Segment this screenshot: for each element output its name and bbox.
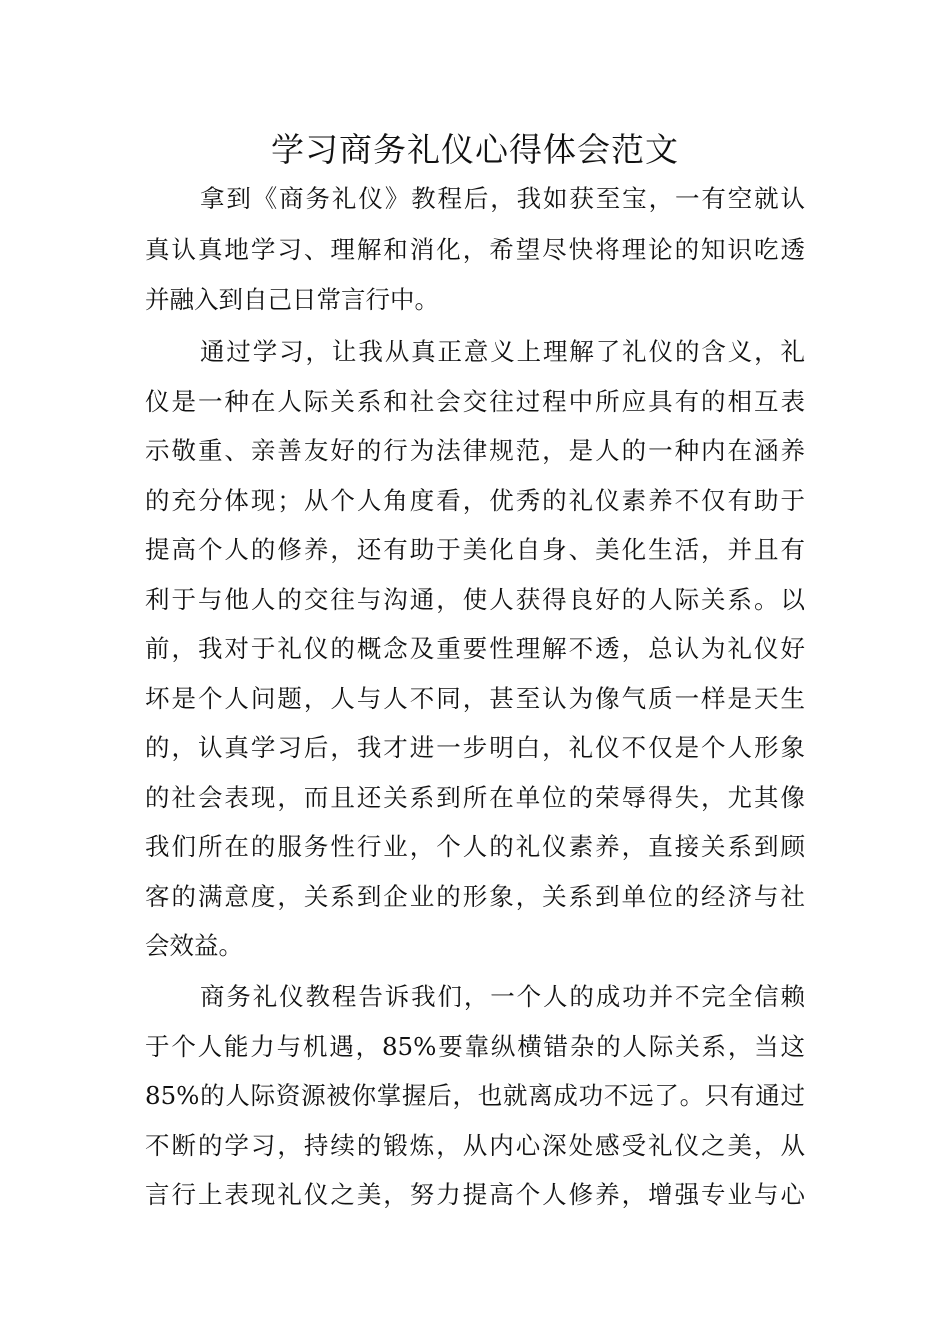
paragraph-2-line-11: 我们所在的服务性行业，个人的礼仪素养，直接关系到顾 (145, 832, 805, 861)
paragraph-2-line-8: 坏是个人问题，人与人不同，甚至认为像气质一样是天生 (145, 684, 805, 713)
paragraph-2-line-9: 的，认真学习后，我才进一步明白，礼仪不仅是个人形象 (145, 733, 805, 762)
paragraph-1-line-3: 并融入到自己日常言行中。 (145, 285, 439, 314)
paragraph-2-line-3: 示敬重、亲善友好的行为法律规范，是人的一种内在涵养 (145, 436, 805, 465)
paragraph-2-line-13: 会效益。 (145, 931, 243, 960)
paragraph-1-line-1: 拿到《商务礼仪》教程后，我如获至宝，一有空就认 (200, 184, 805, 213)
paragraph-2-line-7: 前，我对于礼仪的概念及重要性理解不透，总认为礼仪好 (145, 634, 805, 663)
paragraph-2-line-6: 利于与他人的交往与沟通，使人获得良好的人际关系。以 (145, 585, 805, 614)
paragraph-2-line-10: 的社会表现，而且还关系到所在单位的荣辱得失，尤其像 (145, 783, 805, 812)
paragraph-3-line-4: 不断的学习，持续的锻炼，从内心深处感受礼仪之美，从 (145, 1131, 805, 1160)
paragraph-2-line-12: 客的满意度，关系到企业的形象，关系到单位的经济与社 (145, 882, 805, 911)
paragraph-2-line-1: 通过学习，让我从真正意义上理解了礼仪的含义，礼 (200, 337, 805, 366)
paragraph-3-line-1: 商务礼仪教程告诉我们，一个人的成功并不完全信赖 (200, 982, 805, 1011)
paragraph-3-line-5: 言行上表现礼仪之美，努力提高个人修养，增强专业与心 (145, 1180, 805, 1209)
paragraph-1-line-2: 真认真地学习、理解和消化，希望尽快将理论的知识吃透 (145, 235, 805, 264)
paragraph-2-line-2: 仪是一种在人际关系和社会交往过程中所应具有的相互表 (145, 387, 805, 416)
paragraph-2-line-4: 的充分体现；从个人角度看，优秀的礼仪素养不仅有助于 (145, 486, 805, 515)
paragraph-3-line-3: 85%的人际资源被你掌握后，也就离成功不远了。只有通过 (145, 1081, 805, 1110)
paragraph-2-line-5: 提高个人的修养，还有助于美化自身、美化生活，并且有 (145, 535, 805, 564)
paragraph-3-line-2: 于个人能力与机遇，85%要靠纵横错杂的人际关系，当这 (145, 1032, 805, 1061)
document-title: 学习商务礼仪心得体会范文 (271, 130, 679, 169)
